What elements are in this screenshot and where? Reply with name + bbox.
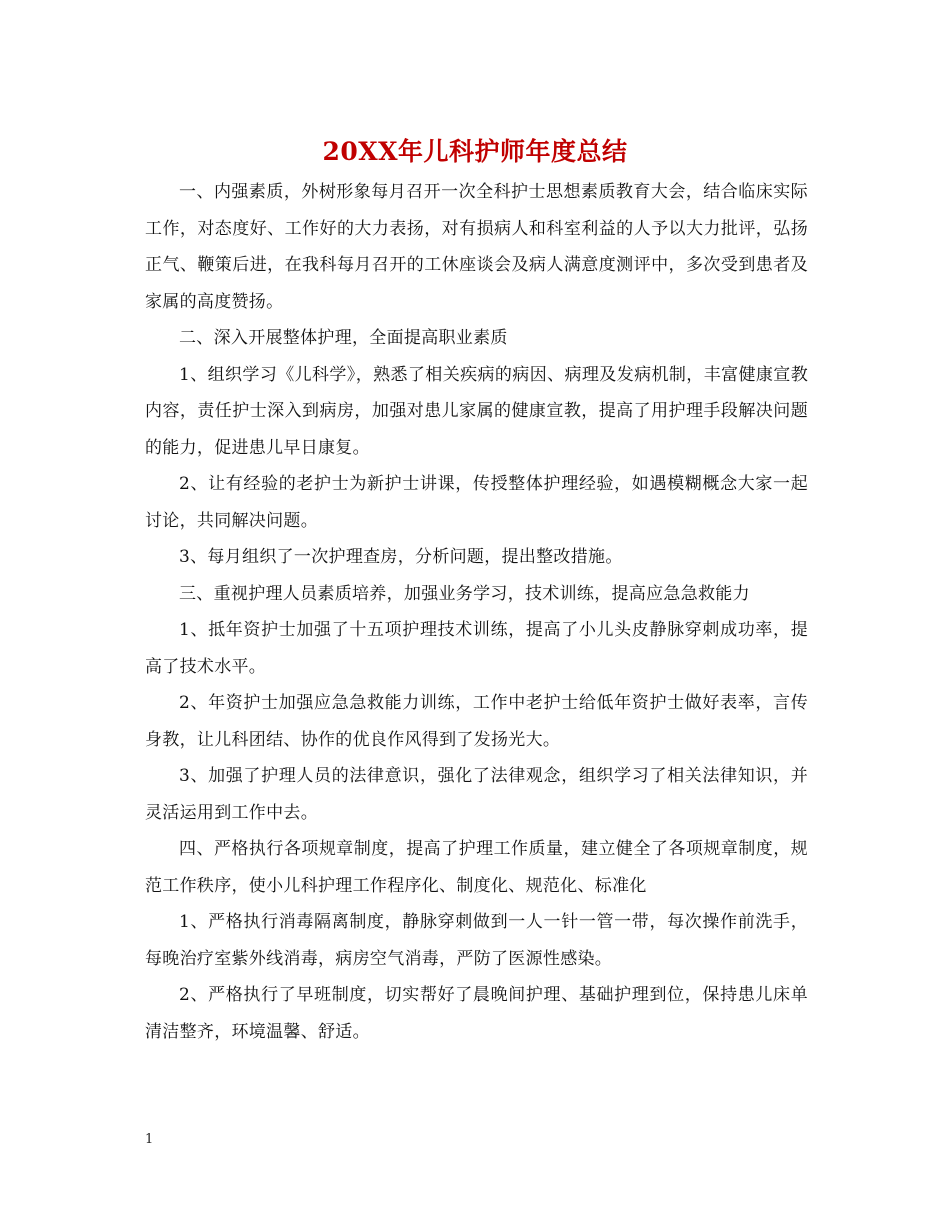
document-body [145, 174, 808, 1050]
paragraph-6: 三、重视护理人员素质培养，加强业务学习，技术训练，提高应急急救能力 [179, 583, 750, 604]
page-number: 1 [145, 1132, 154, 1147]
paragraph-10: 四、严格执行各项规章制度，提高了护理工作质量，建立健全了各项规章制度，规范工作秩序，使小儿科护理工作程序化、制度化、规范化、标准化 [145, 839, 808, 896]
paragraph-11: 1、严格执行消毒隔离制度，静脉穿刺做到一人一针一管一带，每次操作前洗手，每晚治疗室紫外线消毒，病房空气消毒，严防了医源性感染。 [145, 912, 808, 969]
paragraph-7: 1、抵年资护士加强了十五项护理技术训练，提高了小儿头皮静脉穿刺成功率，提高了技术水平。 [145, 620, 808, 677]
document-title: 20XX年儿科护师年度总结 [322, 137, 628, 166]
paragraph-9: 3、加强了护理人员的法律意识，强化了法律观念，组织学习了相关法律知识，并灵活运用到工作中去。 [145, 766, 808, 823]
paragraph-12: 2、严格执行了早班制度，切实帮好了晨晚间护理、基础护理到位，保持患儿床单清洁整齐，环境温馨、舒适。 [145, 985, 808, 1042]
paragraph-3: 1、组织学习《儿科学》，熟悉了相关疾病的病因、病理及发病机制，丰富健康宣教内容，责任护士深入到病房，加强对患儿家属的健康宣教，提高了用护理手段解决问题的能力，促进患儿早日康复。 [145, 364, 808, 458]
paragraph-2: 二、深入开展整体护理，全面提高职业素质 [179, 328, 508, 348]
paragraph-8: 2、年资护士加强应急急救能力训练，工作中老护士给低年资护士做好表率，言传身教，让儿科团结、协作的优良作风得到了发扬光大。 [145, 693, 808, 750]
paragraph-4: 2、让有经验的老护士为新护士讲课，传授整体护理经验，如遇模糊概念大家一起讨论，共同解决问题。 [145, 474, 808, 531]
paragraph-1: 一、内强素质，外树形象每月召开一次全科护士思想素质教育大会，结合临床实际工作，对态度好、工作好的大力表扬，对有损病人和科室利益的人予以大力批评，弘扬正气、鞭策后进，在我科每月召开的工休座谈会及病人满意度测评中，多次受到患者及家属的高度赞扬。 [145, 182, 808, 312]
paragraph-5: 3、每月组织了一次护理查房，分析问题，提出整改措施。 [179, 547, 623, 567]
